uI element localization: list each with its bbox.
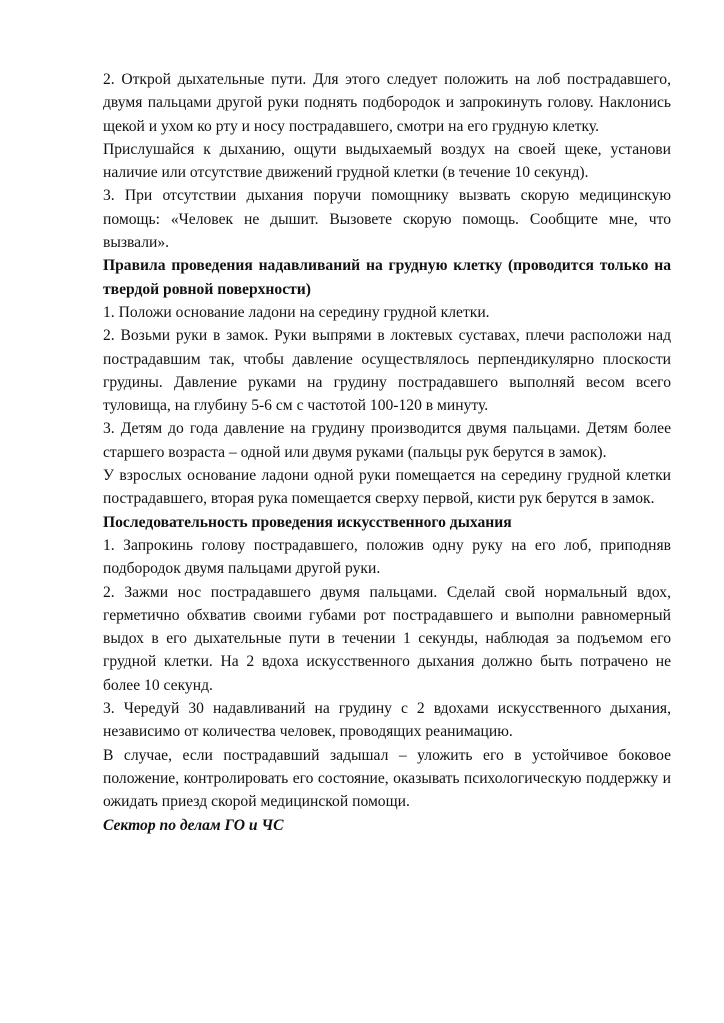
paragraph-compression-step-2: 2. Возьми руки в замок. Руки выпрями в локтевых суставах, плечи расположи над пострадавшим так, чтобы давление осуществлялось перпендикулярно плоскости грудины. Давление руками на грудину пострадавшего выполняй весом всего туловища, на глубину 5-6 см с частотой 100-120 в минуту. [103, 327, 671, 415]
paragraph-recovery-position: В случае, если пострадавший задышал – уложить его в устойчивое боковое положение, контролировать его состояние, оказывать психологическую поддержку и ожидать приезд скорой медицинской помощи. [103, 746, 671, 811]
paragraph-compression-step-3: 3. Детям до года давление на грудину производится двумя пальцами. Детям более старшего возраста – одной или двумя руками (пальцы рук берутся в замок). [103, 420, 671, 461]
paragraph-listen-breathing: Прислушайся к дыханию, ощути выдыхаемый воздух на своей щеке, установи наличие или отсутствие движений грудной клетки (в течение 10 секунд). [103, 140, 671, 182]
paragraph-compression-adults: У взрослых основание ладони одной руки помещается на середину грудной клетки пострадавшего, вторая рука помещается сверху первой, кисти рук берутся в замок. [103, 467, 671, 508]
signature: Сектор по делам ГО и ЧС [103, 816, 284, 834]
document-page [103, 68, 671, 837]
paragraph-respiration-step-3: 3. Чередуй 30 надавливаний на грудину с 2 вдохами искусственного дыхания, независимо от количества человек, проводящих реанимацию. [103, 700, 671, 741]
paragraph-call-ambulance: 3. При отсутствии дыхания поручи помощнику вызвать скорую медицинскую помощь: «Человек не дышит. Вызовете скорую помощь. Сообщите мне, что вызвали». [103, 187, 671, 252]
paragraph-respiration-step-1: 1. Запрокинь голову пострадавшего, положив одну руку на его лоб, приподняв подбородок двумя пальцами другой руки. [103, 536, 671, 578]
heading-chest-compressions: Правила проведения надавливаний на грудную клетку (проводится только на твердой ровной поверхности) [103, 257, 671, 298]
heading-artificial-respiration: Последовательность проведения искусственного дыхания [103, 513, 512, 531]
paragraph-open-airway: 2. Открой дыхательные пути. Для этого следует положить на лоб пострадавшего, двумя пальцами другой руки поднять подбородок и запрокинуть голову. Наклонись щекой и ухом ко рту и носу пострадавшего, смотри на его грудную клетку. [103, 71, 671, 135]
paragraph-respiration-step-2: 2. Зажми нос пострадавшего двумя пальцами. Сделай свой нормальный вдох, герметично обхватив своими губами рот пострадавшего и выполни равномерный выдох в его дыхательные пути в течении 1 секунды, наблюдая за подъемом его грудной клетки. На 2 вдоха искусственного дыхания должно быть потрачено не более 10 секунд. [103, 583, 671, 694]
paragraph-compression-step-1: 1. Положи основание ладони на середину грудной клетки. [103, 303, 490, 321]
